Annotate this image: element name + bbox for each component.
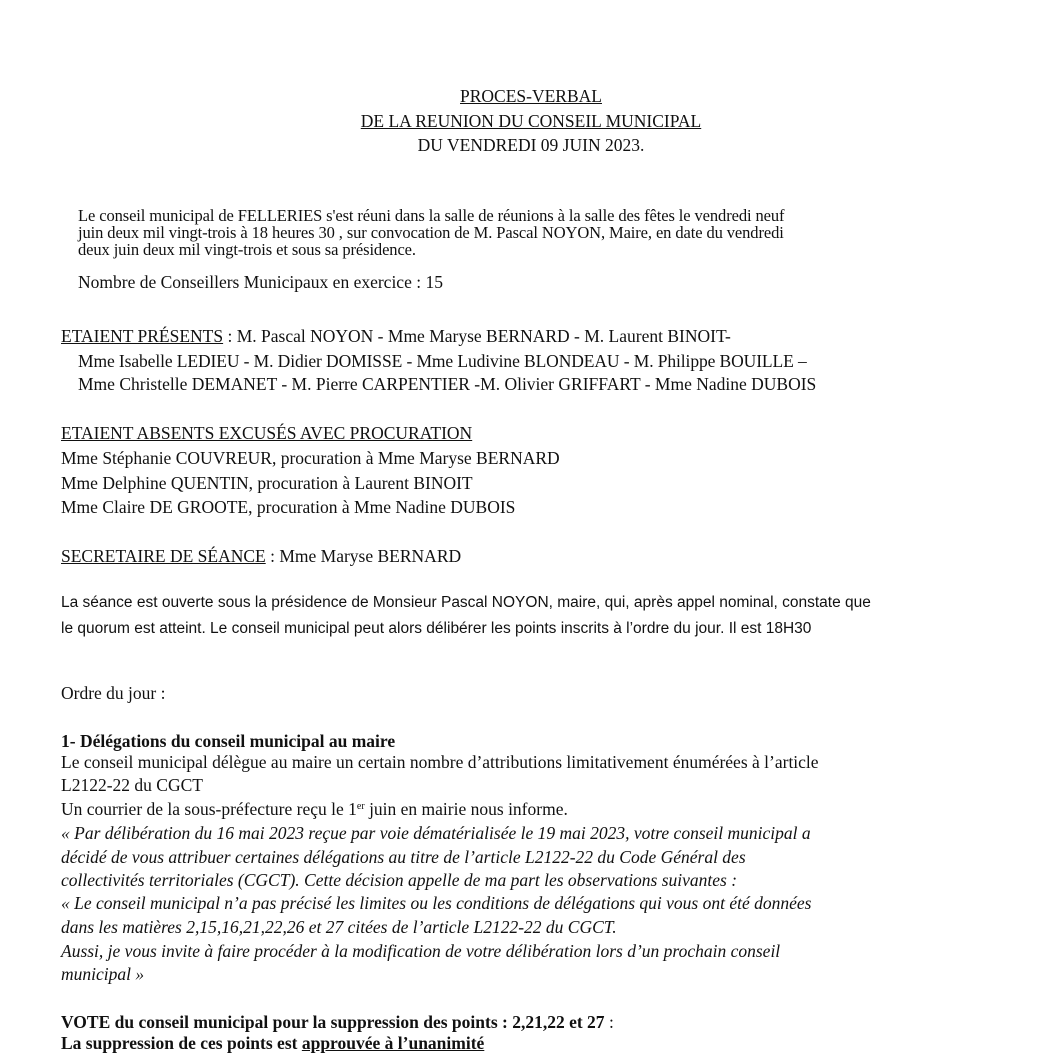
conseillers-count: Nombre de Conseillers Municipaux en exercice : 15 [78,272,443,292]
intro-line-3: deux juin deux mil vingt-trois et sous sa présidence. [78,240,416,259]
title-proces-verbal: PROCES-VERBAL [460,86,602,106]
quote-line: « Par délibération du 16 mai 2023 reçue par voie dématérialisée le 19 mai 2023, votre conseil municipal a [61,823,811,843]
vote-result-text: La suppression de ces points est [61,1033,302,1053]
vote-line-2 [61,1033,484,1053]
secretaire-line [61,546,461,566]
item1-p3-text: Un courrier de la sous-préfecture reçu le 1 [61,799,357,819]
presents-label: ETAIENT PRÉSENTS [61,326,224,346]
ordre-du-jour: Ordre du jour : [61,683,166,703]
intro-line-1: Le conseil municipal de FELLERIES s'est réuni dans la salle de réunions à la salle des fêtes le vendredi neuf [78,206,785,225]
item1-p2: L2122-22 du CGCT [61,775,203,795]
quote-line: « Le conseil municipal n’a pas précisé les limites ou les conditions de délégations qui vous ont été données [61,893,812,913]
item1-p3-sup: er [356,801,365,812]
presents-line-1 [61,326,731,346]
item1-p1: Le conseil municipal délègue au maire un certain nombre d’attributions limitativement énumérées à l’article [61,752,819,772]
seance-line-1: La séance est ouverte sous la présidence de Monsieur Pascal NOYON, maire, qui, après appel nominal, constate que [61,594,871,611]
item1-p3 [61,799,568,819]
secretaire-value: : Mme Maryse BERNARD [265,546,462,566]
item1-title: 1- Délégations du conseil municipal au maire [61,731,396,751]
title-reunion: DE LA REUNION DU CONSEIL MUNICIPAL [360,111,702,131]
absent-item: Mme Stéphanie COUVREUR, procuration à Mme Maryse BERNARD [61,448,560,468]
quote-line: collectivités territoriales (CGCT). Cette décision appelle de ma part les observations suivantes : [61,870,738,890]
quote-line: municipal » [61,964,145,984]
vote-colon: : [604,1012,614,1032]
quote-line: décidé de vous attribuer certaines délégations au titre de l’article L2122-22 du Code Général des [61,847,746,867]
quote-line: Aussi, je vous invite à faire procéder à la modification de votre délibération lors d’un prochain conseil [61,941,781,961]
presents-names-1: : M. Pascal NOYON - Mme Maryse BERNARD - M. Laurent BINOIT- [223,326,731,346]
quote-line: dans les matières 2,15,16,21,22,26 et 27 citées de l’article L2122-22 du CGCT. [61,917,617,937]
vote-text: VOTE du conseil municipal pour la suppression des points : 2,21,22 et 27 [61,1012,605,1032]
absent-item: Mme Claire DE GROOTE, procuration à Mme Nadine DUBOIS [61,497,516,517]
absent-item: Mme Delphine QUENTIN, procuration à Laurent BINOIT [61,473,473,493]
presents-line-3: Mme Christelle DEMANET - M. Pierre CARPENTIER -M. Olivier GRIFFART - Mme Nadine DUBOIS [78,374,817,394]
secretaire-label: SECRETAIRE DE SÉANCE [61,546,266,566]
absents-label: ETAIENT ABSENTS EXCUSÉS AVEC PROCURATION [61,423,473,443]
seance-line-2: le quorum est atteint. Le conseil municipal peut alors délibérer les points inscrits à l’ordre du jour. Il est 18H30 [61,620,812,637]
title-date: DU VENDREDI 09 JUIN 2023. [417,135,645,155]
vote-line-1 [61,1012,614,1032]
presents-line-2: Mme Isabelle LEDIEU - M. Didier DOMISSE - Mme Ludivine BLONDEAU - M. Philippe BOUILLE – [78,351,807,371]
item1-p3-end: juin en mairie nous informe. [364,799,568,819]
intro-line-2: juin deux mil vingt-trois à 18 heures 30 , sur convocation de M. Pascal NOYON, Maire, en date du vendredi [78,223,784,242]
vote-result: approuvée à l’unanimité [301,1033,485,1053]
